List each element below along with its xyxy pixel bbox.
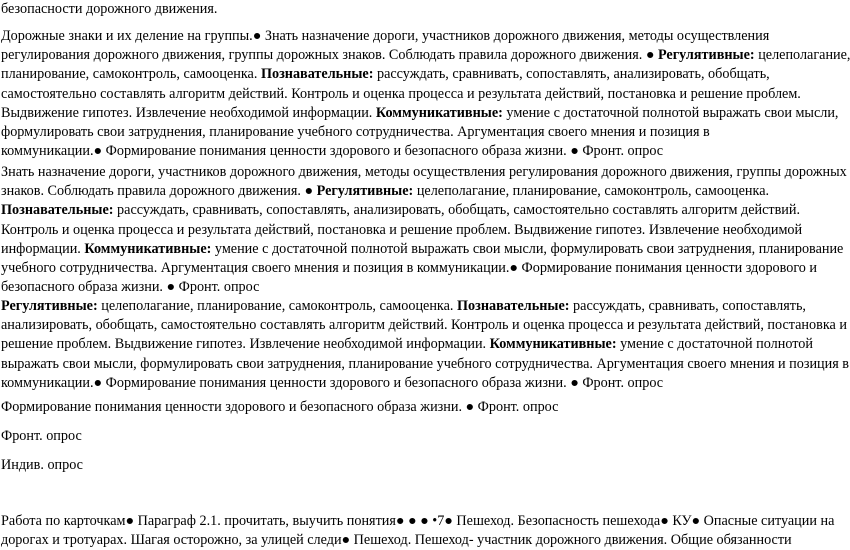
text-line: [1, 104, 839, 123]
text-line: [1, 201, 813, 220]
text-run: целеполагание, планирование, самоконтроль, самооценка.: [97, 298, 457, 314]
text-run: анализировать, обобщать, самостоятельно составлять алгоритм действий. Контроль и оценка процесса и результата действий, постановка и: [1, 317, 847, 334]
text-line: [1, 182, 813, 201]
text-run: учебного сотрудничества. Аргументация своего мнения и позиция в коммуникации.● Формирование понимания ценности здорового и: [1, 260, 818, 277]
bold-label: Регулятивные:: [1, 298, 98, 314]
bold-label: Коммуникативные:: [489, 336, 617, 353]
text-run: самостоятельно составлять алгоритм действий. Контроль и оценка процесса и результата действий, постановка и решение проблем.: [1, 85, 801, 102]
paragraph-3: [1, 163, 847, 297]
text-run: Знать назначение дороги, участников дорожного движения, методы осуществления регулирования дорожного движения, группы дорожных: [1, 164, 847, 180]
text-run: целеполагание, планирование, самоконтроль, самооценка.: [413, 183, 770, 200]
paragraph-8: [1, 512, 835, 550]
paragraph-7: [1, 456, 813, 475]
text-run: решение проблем. Выдвижение гипотез. Извлечение необходимой информации.: [1, 336, 490, 353]
text-line: [1, 27, 813, 46]
text-run: регулирования дорожного движения, группы дорожных знаков. Соблюдать правила дорожного движения. ●: [1, 47, 658, 64]
text-line: [1, 240, 844, 259]
text-line: [1, 427, 813, 446]
text-run: умение с достаточной полнотой выражать свои мысли,: [502, 104, 839, 121]
paragraph-4: [1, 297, 849, 393]
text-run: умение с достаточной полнотой выражать свои мысли, формулировать свои затруднения, планирование: [211, 240, 844, 257]
text-line: [1, 355, 849, 374]
paragraph-6: [1, 427, 813, 446]
text-run: рассуждать, сравнивать, сопоставлять, анализировать, обобщать,: [373, 66, 770, 83]
text-run: Фронт. опрос: [1, 428, 82, 444]
text-line: [1, 221, 813, 240]
text-line: [1, 0, 813, 19]
text-line: [1, 335, 813, 354]
text-line: [1, 46, 850, 65]
bold-label: Познавательные:: [260, 66, 374, 83]
text-run: коммуникации.● Формирование понимания ценности здорового и безопасного образа жизни. ● Фронт. опрос: [1, 374, 664, 391]
text-line: [1, 85, 813, 104]
text-line: [1, 278, 813, 297]
bold-label: Коммуникативные:: [375, 104, 503, 121]
text-run: Индив. опрос: [1, 457, 83, 473]
text-run: Выдвижение гипотез. Извлечение необходимой информации.: [1, 104, 376, 121]
text-run: рассуждать, сравнивать, сопоставлять,: [569, 298, 806, 314]
text-line: [1, 163, 847, 182]
text-line: [1, 123, 813, 142]
text-run: выражать свои мысли, формулировать свои затруднения, планирование учебного сотрудничества. Аргументация своего мнения и позиция в: [1, 355, 849, 372]
text-line: [1, 259, 818, 278]
bold-label: Регулятивные:: [316, 183, 414, 200]
text-run: Контроль и оценка процесса и результата действий, постановка и решение проблем. Выдвижение гипотез. Извлечение необходимой: [1, 221, 803, 238]
text-line: [1, 512, 835, 531]
paragraph-5: [1, 398, 813, 417]
text-line: [1, 374, 813, 393]
text-run: умение с достаточной полнотой: [616, 336, 813, 353]
text-run: планирование, самоконтроль, самооценка.: [1, 66, 261, 83]
text-run: безопасного образа жизни. ● Фронт. опрос: [1, 279, 260, 296]
text-run: формулировать свои затруднения, планирование учебного сотрудничества. Аргументация своего мнения и позиция в: [1, 124, 710, 141]
paragraph-2: [1, 27, 850, 161]
text-run: рассуждать, сравнивать, сопоставлять, анализировать, обобщать, самостоятельно составлять алгоритм действий.: [113, 202, 801, 219]
text-run: коммуникации.● Формирование понимания ценности здорового и безопасного образа жизни. ● Фронт. опрос: [1, 143, 664, 160]
bold-label: Познавательные:: [1, 202, 114, 219]
text-run: Дорожные знаки и их деление на группы.● Знать назначение дороги, участников дорожного движения, методы осуществления: [1, 28, 770, 44]
text-line: [1, 398, 813, 417]
text-line: [1, 456, 813, 475]
text-run: знаков. Соблюдать правила дорожного движения. ●: [1, 183, 317, 200]
text-line: [1, 65, 813, 84]
bold-label: Коммуникативные:: [84, 240, 212, 257]
paragraph-1: [1, 0, 813, 19]
bold-label: Познавательные:: [457, 298, 570, 314]
text-run: безопасности дорожного движения.: [1, 1, 218, 17]
text-line: [1, 297, 813, 316]
bold-label: Регулятивные:: [657, 47, 755, 64]
text-line: [1, 142, 813, 161]
text-run: Формирование понимания ценности здорового и безопасного образа жизни. ● Фронт. опрос: [1, 399, 559, 415]
text-run: дорогах и тротуарах. Шагая осторожно, за улицей следи● Пешеход. Пешеход- участник дорожного движения. Общие обязанности: [1, 532, 792, 549]
text-line: [1, 531, 813, 550]
text-run: информации.: [1, 240, 85, 257]
text-run: целеполагание,: [754, 47, 850, 64]
text-run: Работа по карточкам● Параграф 2.1. прочитать, выучить понятия● ● ● •7● Пешеход. Безопасность пешехода● КУ● Опасные ситуации на: [1, 513, 835, 529]
text-line: [1, 316, 847, 335]
